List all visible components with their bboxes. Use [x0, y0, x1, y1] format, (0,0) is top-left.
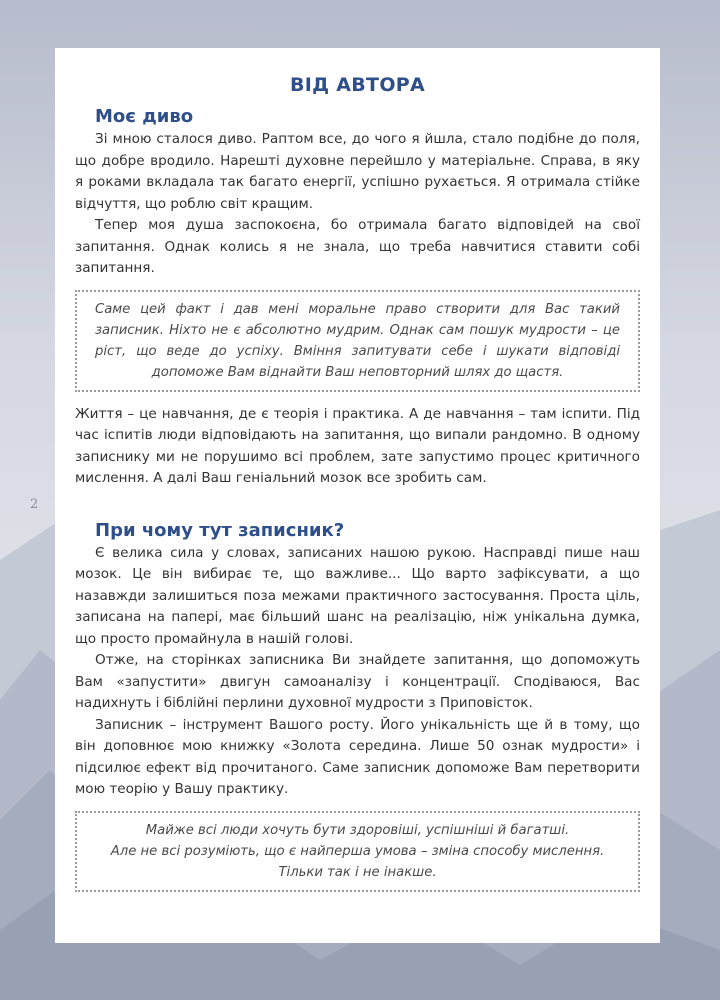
quote-box [75, 811, 640, 892]
page-number: 2 [30, 497, 39, 512]
quote-line: Майже всі люди хочуть бути здоровіші, успішніші й багатші. [145, 822, 570, 838]
section-heading-notebook: При чому тут записник? [95, 519, 345, 541]
quote-line: Тільки так і не інакше. [278, 864, 437, 880]
quote-line: Але не всі розуміють, що є найперша умова – зміна способу мислення. [110, 843, 605, 859]
paragraph: Отже, на сторінках записника Ви знайдете запитання, що допоможуть Вам «запустити» двигун самоаналізу і концентрації. Сподіваюся, Вас надихнуть і біблійні перлини духовної мудрости з Приповісток. [75, 652, 640, 711]
quote-box: Саме цей факт і дав мені моральне право створити для Вас такий записник. Ніхто не є абсолютно мудрим. Однак сам пошук мудрости – це ріст, що веде до успіху. Вміння запитувати себе і шукати відповіді допоможе Вам віднайти Ваш неповторний шлях до щастя. [75, 290, 640, 392]
paragraph: Є велика сила у словах, записаних нашою рукою. Насправді пише наш мозок. Це він вибирає те, що важливе... Що варто зафіксувати, а що назавжди залишиться поза межами практичного застосування. Проста ціль, записана на папері, має більший шанс на реалізацію, ніж унікальна думка, що просто промайнула в нашій голові. [75, 544, 640, 647]
page-title: ВІД АВТОРА [289, 74, 426, 96]
paragraph: Життя – це навчання, де є теорія і практика. А де навчання – там іспити. Під час іспитів люди відповідають на запитання, що випали рандомно. В одному записнику ми не порушимо всі проблем, зате запустимо процес критичного мислення. А далі Ваш геніальний мозок все зробить сам. [75, 405, 640, 486]
paragraph: Тепер моя душа заспокоєна, бо отримала багато відповідей на свої запитання. Однак колись я не знала, що треба навчитися ставити собі запитання. [75, 217, 640, 276]
content-panel [55, 48, 660, 943]
paragraph: Записник – інструмент Вашого росту. Його унікальність ще й в тому, що він доповнює мою книжку «Золота середина. Лише 50 ознак мудрости» і підсилює ефект від прочитаного. Саме записник допоможе Вам перетворити мою теорію у Вашу практику. [75, 716, 640, 797]
section-heading-miracle: Моє диво [95, 106, 194, 127]
paragraph: Зі мною сталося диво. Раптом все, до чого я йшла, стало подібне до поля, що добре вродило. Нарешті духовне перейшло у матеріальне. Справа, в яку я роками вкладала так багато енергії, успішно рухається. Я отримала стійке відчуття, що роблю світ кращим. [75, 131, 640, 212]
